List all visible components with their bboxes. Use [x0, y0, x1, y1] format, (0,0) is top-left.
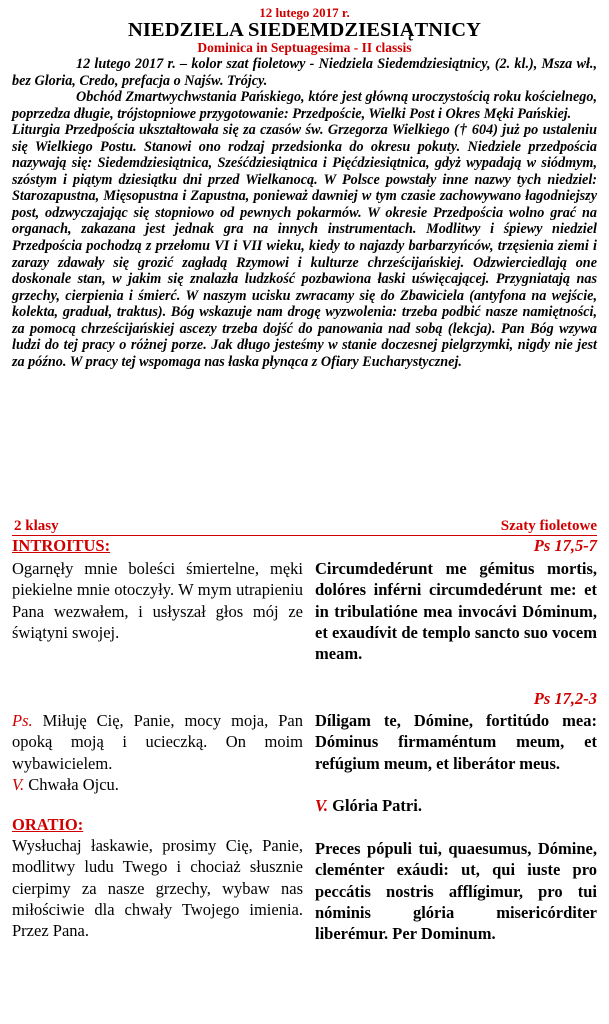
page-title: NIEDZIELA SIEDEMDZIESIĄTNICY: [127, 19, 482, 41]
class-label: 2 klasy: [14, 518, 59, 534]
intro-paragraph-1: 12 lutego 2017 r. – kolor szat fioletowy - Niedziela Siedemdziesiątnicy, (2. kl.), Msza wł., bez Gloria, Credo, prefacja o Najśw. Trójcy.: [12, 56, 597, 89]
intro-text: [12, 56, 597, 370]
psalm-reference: Ps 17,2-3: [533, 689, 597, 708]
psalm-latin-text: Díligam te, Dómine, fortitúdo mea: Dóminus firmaméntum meum, et refúgium meum, et liberátor meus.: [315, 711, 597, 773]
introitus-heading: INTROITUS:: [12, 536, 111, 555]
psalm-mark: Ps.: [12, 711, 33, 730]
gloria-polish: [12, 774, 303, 795]
class-bar: [12, 518, 597, 536]
introitus-polish-text: Ogarnęły mnie boleści śmiertelne, męki piekielne mnie otoczyły. W mym utrapieniu Pana wezwałem, i usłyszał głos mój ze świątyni swojej.: [12, 559, 303, 642]
versicle-mark: V.: [12, 775, 25, 794]
date-heading: 12 lutego 2017 r.: [259, 5, 350, 20]
vestment-color-label: Szaty fioletowe: [500, 518, 597, 534]
introitus-latin-text: Circumdedérunt me gémitus mortis, dolóres inférni circumdedérunt me: et in tribulatióne mea invocávi Dóminum, et exaudívit de templo sancto suo vocem meam.: [315, 559, 597, 664]
psalm-polish-text: [12, 710, 303, 774]
introitus-reference: Ps 17,5-7: [533, 536, 597, 555]
gloria-latin-text: Glória Patri.: [332, 796, 422, 815]
oratio-heading: ORATIO:: [12, 815, 84, 834]
gloria-polish-text: Chwała Ojcu.: [28, 775, 119, 794]
gloria-latin: [315, 795, 597, 816]
missal-page: [12, 6, 597, 370]
oratio-latin-text: Preces pópuli tui, quaesumus, Dómine, cleménter exáudi: ut, qui iuste pro peccátis nostris afflígimur, pro tui nóminis glória misericórditer liberémur. Per Dominum.: [315, 839, 597, 944]
intro-paragraph-2: Obchód Zmartwychwstania Pańskiego, które jest główną uroczystością roku kościelnego, poprzedza długie, trójstopniowe przygotowanie: Przedpoście, Wielki Post i Okres Męki Pańskiej.: [12, 89, 597, 122]
psalm-polish-verse: Miłuję Cię, Panie, mocy moja, Pan opoką moją i ucieczką. On moim wybawicielem.: [12, 711, 304, 773]
oratio-polish-text: Wysłuchaj łaskawie, prosimy Cię, Panie, modlitwy ludu Twego i chociaż słusznie cierpimy za nasze grzechy, wybaw nas miłościwie dla chwały Twojego imienia. Przez Pana.: [12, 836, 303, 941]
intro-paragraph-3: Liturgia Przedpościa ukształtowała się za czasów św. Grzegorza Wielkiego († 604) już po ustaleniu się Wielkiego Postu. Stanowi ono rodzaj przedsionka do okresu pokuty. Niedziele przedpościa nazywają się: Siedemdziesiątnica, Sześćdziesiątnica i Pięćdziesiątnica, gdyż wypadają w siódmym, szóstym i piątym dziesiątku dni przed Wielkanocą. W Polsce powstały inne nazwy tych niedziel: Starozapustna, Mięsopustna i Zapustna, ponieważ dawniej w tym czasie zachowywano łagodniejszy post, odzwyczajając się stopniowo od pewnych pokarmów. W okresie Przedpościa wolno grać na organach, zakazana jest jednak gra na innych instrumentach. Modlitwy i śpiewy niedziel Przedpościa pochodzą z przełomu VI i VII wieku, kiedy to najazdy barbarzyńców, trzęsienia ziemi i zarazy zdawały się grozić zagładą Rzymowi i kulturze chrześcijańskiej. Odzwierciedlają one doskonale stan, w jakim się znalazła ludzkość pozbawiona łaski uświęcającej. Przygniatają nas grzechy, cierpienia i śmierć. W naszym ucisku zwracamy się do Zbawiciela (antyfona na wejście, kolekta, graduał, traktus). Bóg wskazuje nam drogę wyzwolenia: trzeba podbić nasze namiętności, za pomocą chrześcijańskiej ascezy trzeba dojść do panowania nad sobą (lekcja). Pan Bóg wzywa ludzi do tej pracy o różnej porze. Jak długo jesteśmy w stanie doczesnej pielgrzymki, nigdy nie jest za późno. W pracy tej wspomaga nas łaska płynąca z Ofiary Eucharystycznej.: [12, 122, 597, 370]
versicle-mark-latin: V.: [315, 796, 329, 815]
latin-subtitle: Dominica in Septuagesima - II classis: [197, 40, 412, 55]
